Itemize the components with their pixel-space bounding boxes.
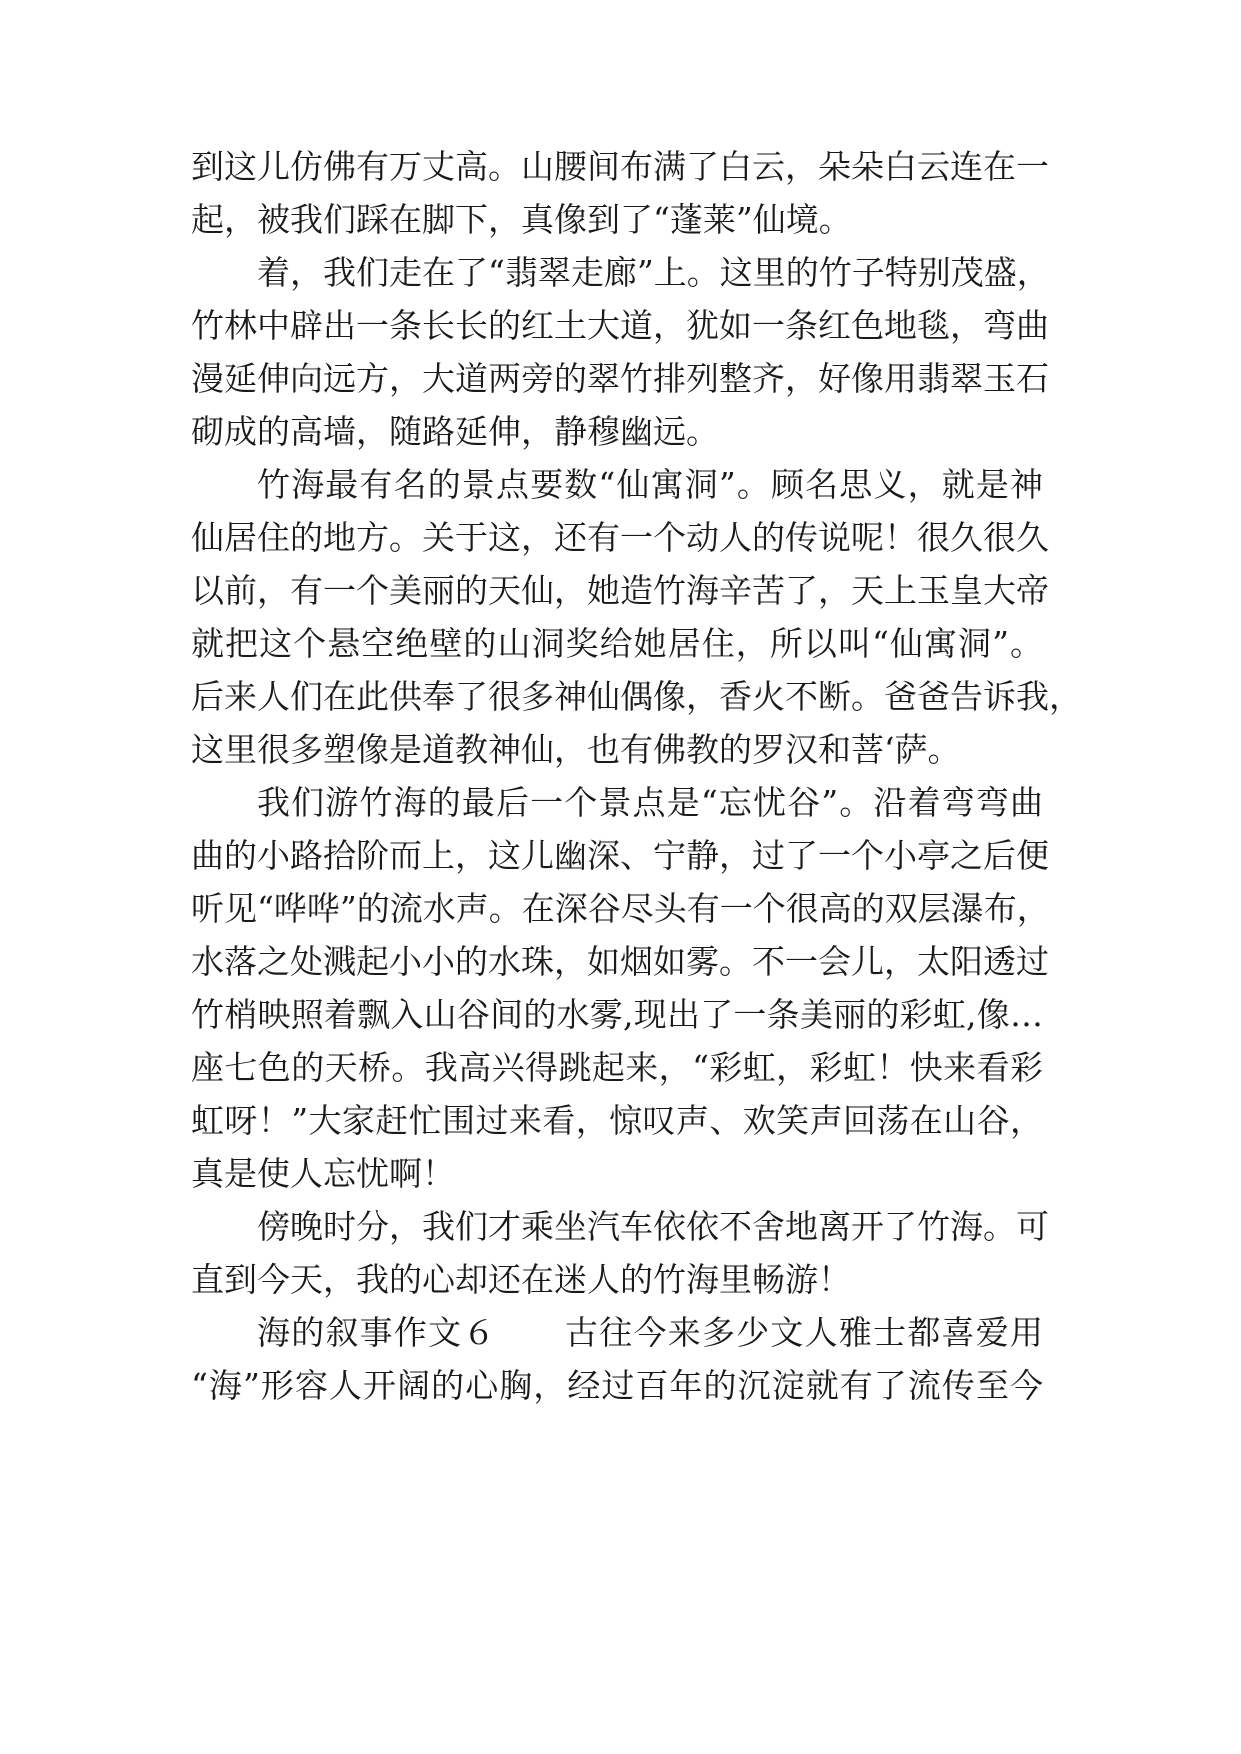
text-line: “海”形容人开阔的心胸，经过百年的沉淀就有了流传至今 (191, 1366, 1043, 1405)
text-line: 海的叙事作文６ 古往今来多少文人雅士都喜爱用 (257, 1313, 1043, 1352)
text-line: 就把这个悬空绝壁的山洞奖给她居住，所以叫“仙寓洞”。 (191, 624, 1043, 663)
text-line: 到这儿仿佛有万丈高。山腰间布满了白云，朵朵白云连在一 (191, 147, 1049, 186)
text-line: 仙居住的地方。关于这，还有一个动人的传说呢！很久很久 (191, 518, 1049, 557)
text-line: 虹呀！”大家赶忙围过来看，惊叹声、欢笑声回荡在山谷， (191, 1101, 1043, 1140)
text-line: 直到今天，我的心却还在迷人的竹海里畅游！ (191, 1260, 851, 1299)
text-line: 听见“哗哗”的流水声。在深谷尽头有一个很高的双层瀑布， (191, 889, 1050, 928)
text-line: 这里很多塑像是道教神仙，也有佛教的罗汉和菩‘萨。 (191, 730, 961, 769)
text-line: 水落之处溅起小小的水珠，如烟如雾。不一会儿，太阳透过 (191, 942, 1049, 981)
text-line: 竹海最有名的景点要数“仙寓洞”。顾名思义，就是神 (257, 465, 1043, 504)
text-line: 真是使人忘忧啊！ (191, 1154, 455, 1193)
text-line: 曲的小路拾阶而上，这儿幽深、宁静，过了一个小亭之后便 (191, 836, 1049, 875)
text-line: 后来人们在此供奉了很多神仙偶像，香火不断。爸爸告诉我， (191, 677, 1082, 716)
text-line: 我们游竹海的最后一个景点是“忘忧谷”。沿着弯弯曲 (257, 783, 1043, 822)
text-line: 砌成的高墙，随路延伸，静穆幽远。 (191, 412, 719, 451)
text-line: 以前，有一个美丽的天仙，她造竹海辛苦了，天上玉皇大帝 (191, 571, 1049, 610)
text-line: 起，被我们踩在脚下，真像到了“蓬莱”仙境。 (191, 200, 852, 239)
text-line: 座七色的天桥。我高兴得跳起来，“彩虹，彩虹！快来看彩 (191, 1048, 1043, 1087)
text-line: 竹林中辟出一条长长的红土大道，犹如一条红色地毯，弯曲 (191, 306, 1049, 345)
text-line: 竹梢映照着飘入山谷间的水雾,现出了一条美丽的彩虹,像… (191, 995, 1043, 1034)
text-line: 漫延伸向远方，大道两旁的翠竹排列整齐，好像用翡翠玉石 (191, 359, 1049, 398)
text-line: 着，我们走在了“翡翠走廊”上。这里的竹子特别茂盛， (257, 253, 1050, 292)
text-line: 傍晚时分，我们才乘坐汽车依依不舍地离开了竹海。可 (257, 1207, 1049, 1246)
